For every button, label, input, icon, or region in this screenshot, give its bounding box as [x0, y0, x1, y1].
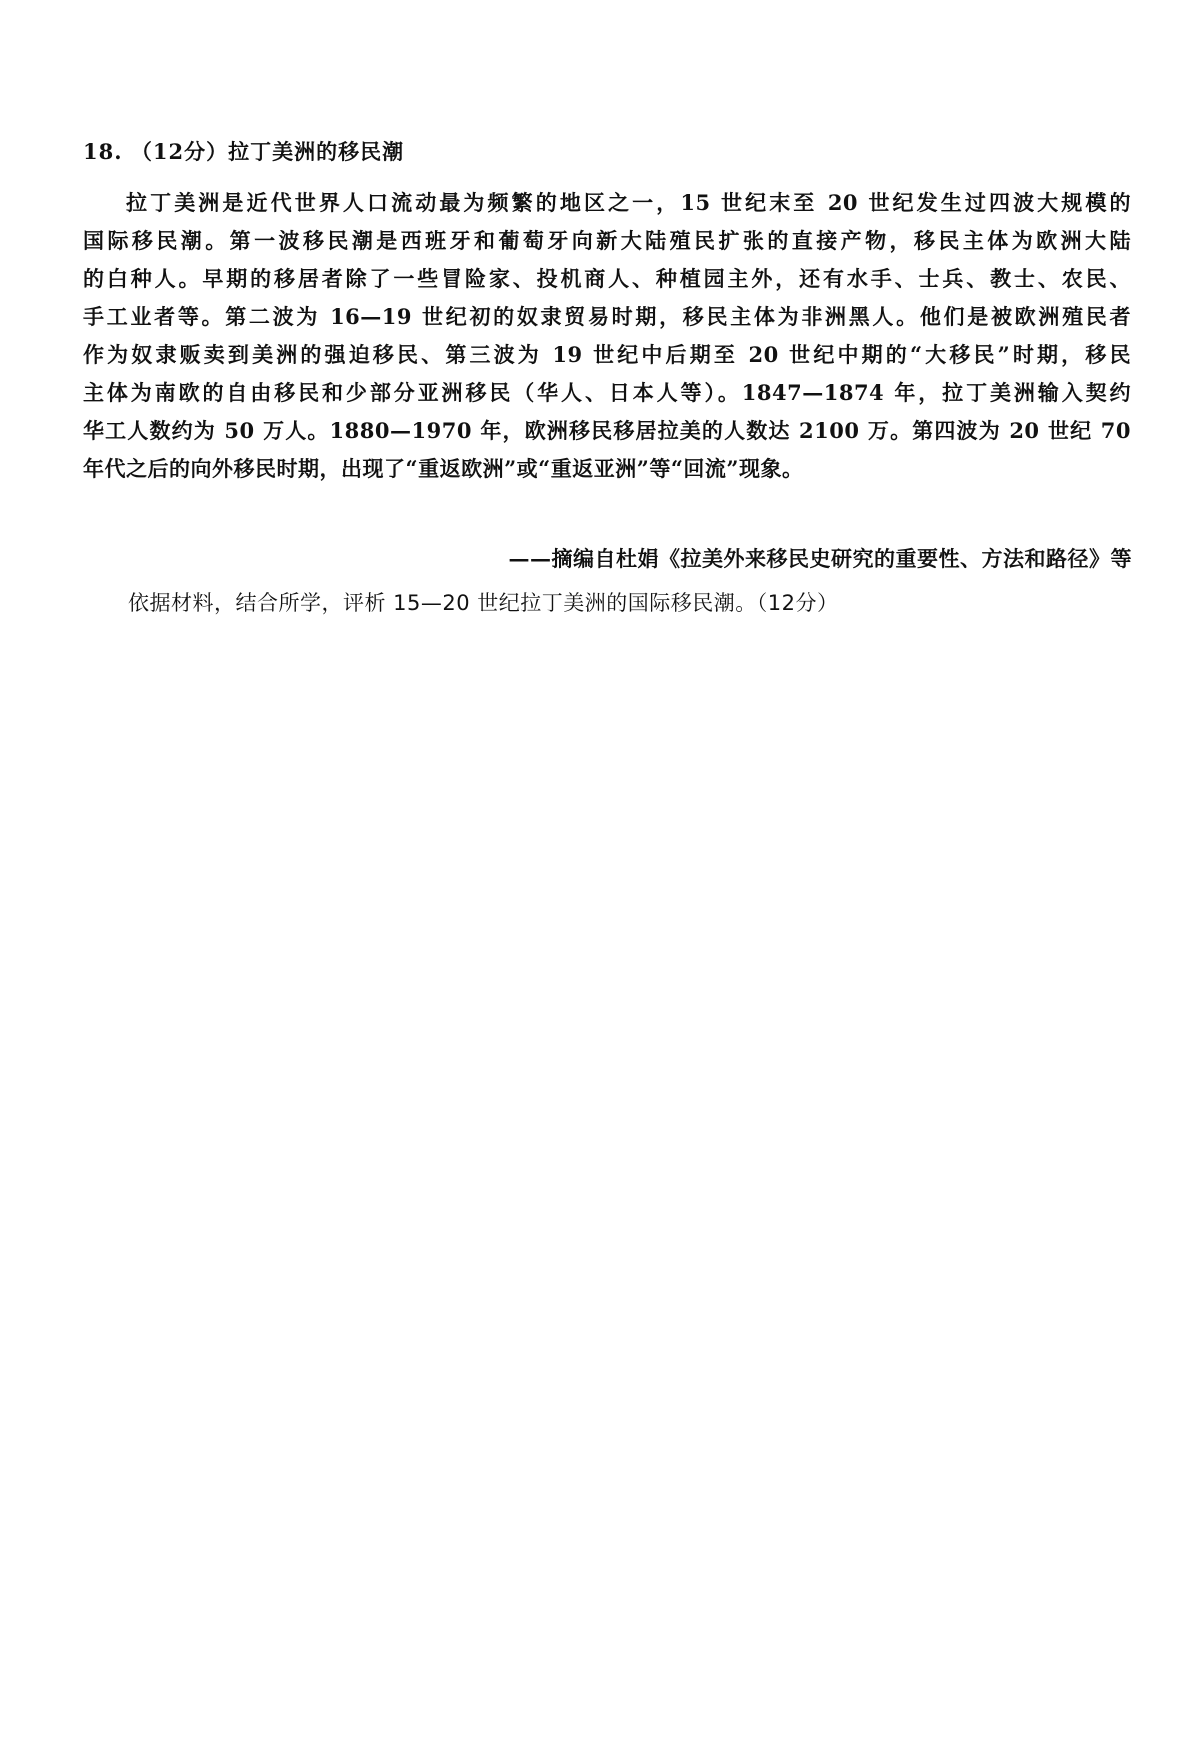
material-paragraph	[83, 184, 1131, 488]
question-title: 18. （12分）拉丁美洲的移民潮	[83, 139, 405, 164]
material-line: 拉丁美洲是近代世界人口流动最为频繁的地区之一，15 世纪末至 20 世纪发生过四波大规模的	[126, 190, 1131, 215]
material-line: 手工业者等。第二波为 16—19 世纪初的奴隶贸易时期，移民主体为非洲黑人。他们是被欧洲殖民者	[83, 304, 1131, 329]
material-line: 年代之后的向外移民时期，出现了“重返欧洲”或“重返亚洲”等“回流”现象。	[83, 456, 804, 481]
source-citation: ——摘编自杜娟《拉美外来移民史研究的重要性、方法和路径》等	[508, 546, 1132, 571]
material-line: 华工人数约为 50 万人。1880—1970 年，欧洲移民移居拉美的人数达 2100 万。第四波为 20 世纪 70	[83, 418, 1131, 443]
material-line: 作为奴隶贩卖到美洲的强迫移民、第三波为 19 世纪中后期至 20 世纪中期的“大移民”时期，移民	[83, 342, 1131, 367]
material-line: 主体为南欧的自由移民和少部分亚洲移民（华人、日本人等）。1847—1874 年，拉丁美洲输入契约	[83, 380, 1131, 405]
question-prompt: 依据材料，结合所学，评析 15—20 世纪拉丁美洲的国际移民潮。（12分）	[128, 591, 839, 615]
material-line: 的白种人。早期的移居者除了一些冒险家、投机商人、种植园主外，还有水手、士兵、教士、农民、	[83, 266, 1131, 291]
material-line: 国际移民潮。第一波移民潮是西班牙和葡萄牙向新大陆殖民扩张的直接产物，移民主体为欧洲大陆	[83, 228, 1131, 253]
